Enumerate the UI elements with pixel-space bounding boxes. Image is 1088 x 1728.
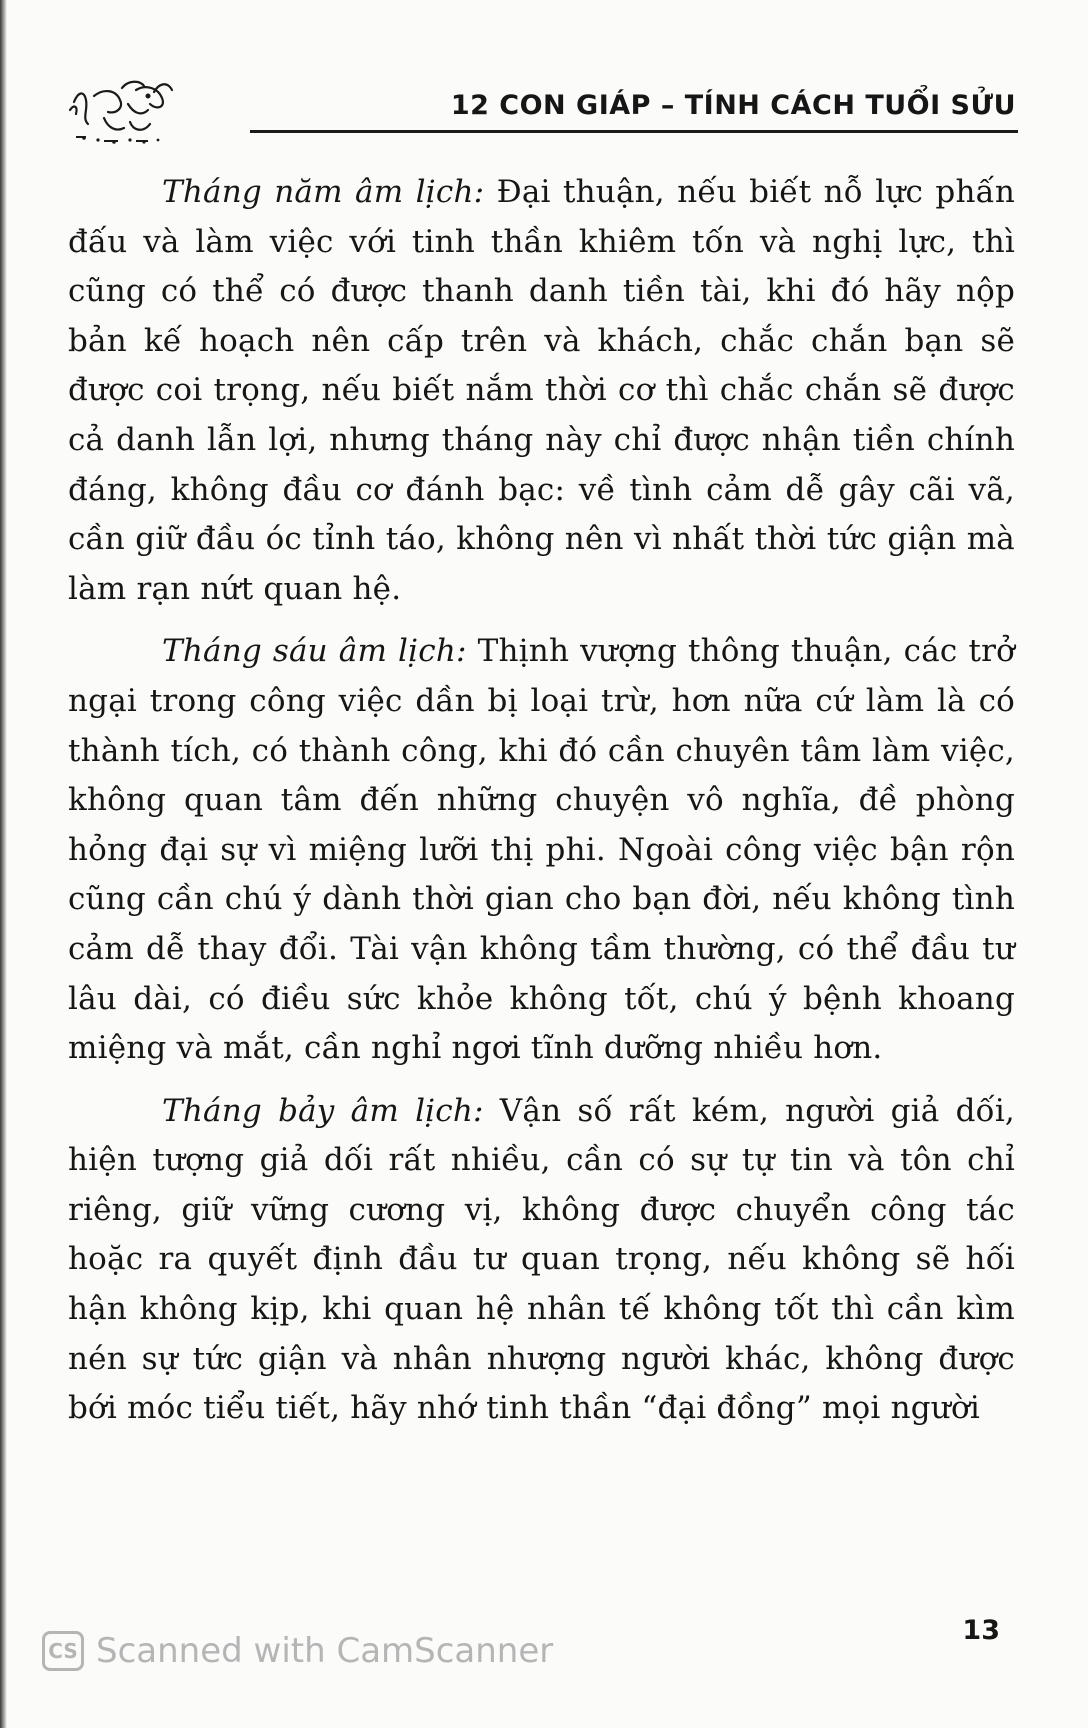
running-title: 12 CON GIÁP – TÍNH CÁCH TUỔI SỬU [450,90,1016,121]
paragraph-body: Thịnh vượng thông thuận, các trở ngại trong công việc dần bị loại trừ, hơn nữa cứ làm là có thành tích, có thành công, khi đó cần chuyên tâm làm việc, không quan tâm đến những chuyện vô nghĩa, đề phòng hỏng đại sự vì miệng lưỡi thị phi. Ngoài công việc bận rộn cũng cần chú ý dành thời gian cho bạn đời, nếu không tình cảm dễ thay đổi. Tài vận không tầm thường, có thể đầu tư lâu dài, có điều sức khỏe không tốt, chú ý bệnh khoang miệng và mắt, cần nghỉ ngơi tĩnh dưỡng nhiều hơn. [68,633,1015,1067]
header-rule [250,130,1018,133]
paragraph-thang-sau [68,627,1015,1073]
ox-illustration-icon [64,70,184,150]
paragraph-heading: Tháng sáu âm lịch: [162,633,467,670]
paragraph-heading: Tháng bảy âm lịch: [162,1092,484,1129]
paragraph-thang-bay [68,1087,1015,1434]
page-number: 13 [962,1615,1000,1646]
camscanner-logo-icon: CS [42,1631,84,1671]
page-header [60,62,1020,152]
camscanner-watermark [42,1626,553,1676]
paragraph-heading: Tháng năm âm lịch: [162,174,485,210]
watermark-text: Scanned with CamScanner [96,1631,554,1671]
page-binding-edge [0,0,7,1728]
paragraph-body: Đại thuận, nếu biết nỗ lực phấn đấu và làm việc với tinh thần khiêm tốn và nghị lực, thì cũng có thể có được thanh danh tiền tài, khi đó hãy nộp bản kế hoạch nên cấp trên và khách, chắc chắn bạn sẽ được coi trọng, nếu biết nắm thời cơ thì chắc chắn sẽ được cả danh lẫn lợi, nhưng tháng này chỉ được nhận tiền chính đáng, không đầu cơ đánh bạc: về tình cảm dễ gây cãi vã, cần giữ đầu óc tỉnh táo, không nên vì nhất thời tức giận mà làm rạn nứt quan hệ. [68,174,1015,607]
paragraph-body: Vận số rất kém, người giả dối, hiện tượng giả dối rất nhiều, cần có sự tự tin và tôn chỉ riêng, giữ vững cương vị, không được chuyển công tác hoặc ra quyết định đầu tư quan trọng, nếu không sẽ hối hận không kịp, khi quan hệ nhân tế không tốt thì cần kìm nén sự tức giận và nhân nhượng người khác, không được bới móc tiểu tiết, hãy nhớ tinh thần “đại đồng” mọi người [68,1092,1015,1427]
body-text [68,168,1015,1447]
paragraph-thang-nam [68,168,1015,614]
